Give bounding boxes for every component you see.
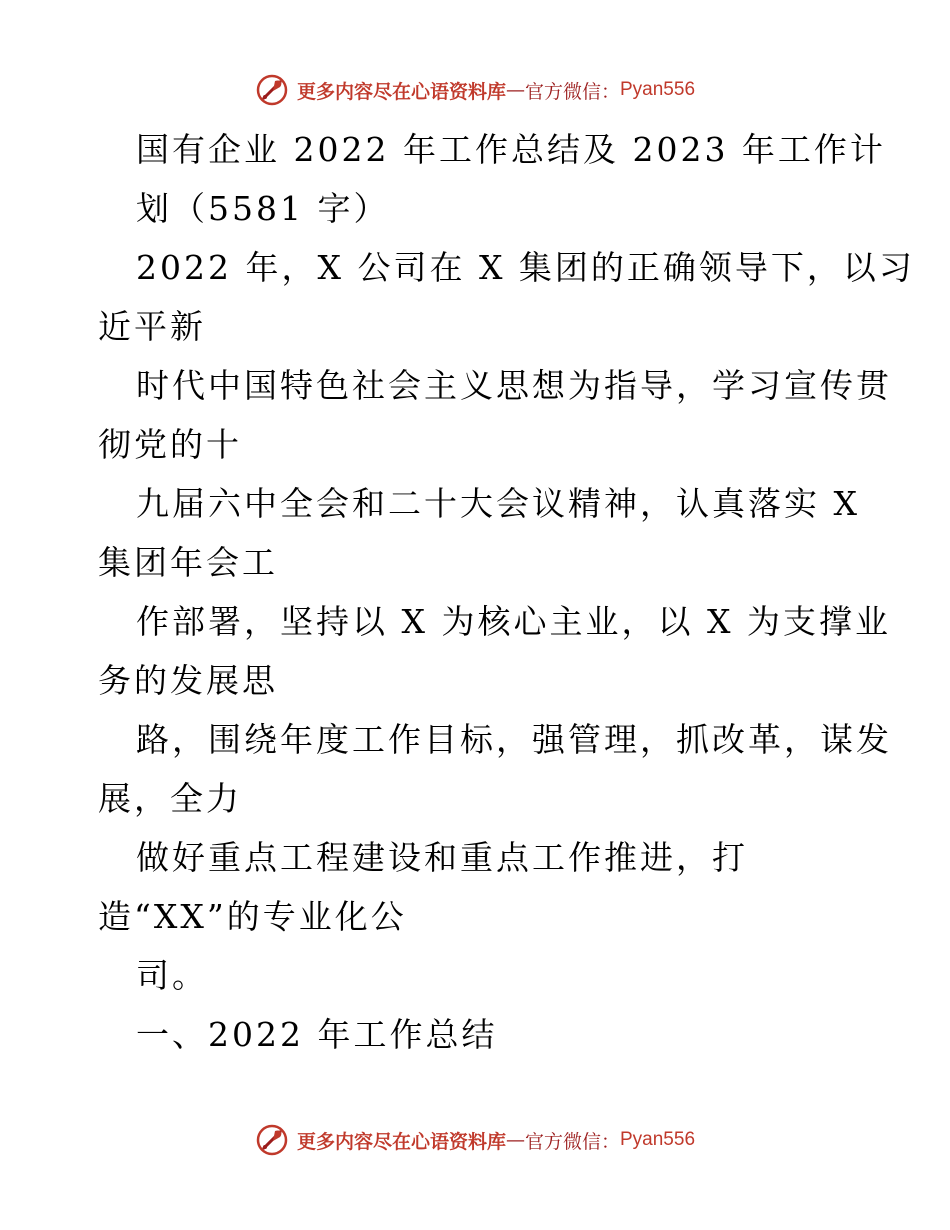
paragraph-line: 九届六中全会和二十大会议精神，认真落实 X bbox=[136, 484, 860, 523]
footer-banner-id: Pyan556 bbox=[620, 1129, 696, 1150]
section-heading: 一、2022 年工作总结 bbox=[136, 1015, 498, 1054]
document-title-line-1: 国有企业 2022 年工作总结及 2023 年工作计 bbox=[136, 130, 886, 169]
paragraph-line: 集团年会工 bbox=[98, 543, 278, 582]
quill-pen-circle-icon bbox=[255, 73, 289, 107]
header-banner-text bbox=[297, 77, 695, 104]
footer-banner-text bbox=[297, 1127, 695, 1154]
paragraph-line: 做好重点工程建设和重点工作推进，打 bbox=[136, 838, 748, 877]
document-body bbox=[98, 120, 915, 1064]
paragraph-line: 务的发展思 bbox=[98, 661, 278, 700]
footer-banner-main: 更多内容尽在心语资料库 bbox=[296, 1130, 506, 1153]
document-title-line-2: 划（5581 字） bbox=[136, 189, 390, 228]
header-banner-id: Pyan556 bbox=[620, 79, 696, 100]
footer-banner-tail: 官方微信： bbox=[524, 1130, 620, 1153]
header-banner-dash: — bbox=[505, 79, 525, 101]
footer-banner bbox=[0, 1123, 950, 1157]
header-banner-tail: 官方微信： bbox=[524, 80, 620, 103]
paragraph-line: 彻党的十 bbox=[98, 425, 242, 464]
footer-banner-dash: — bbox=[505, 1129, 525, 1151]
paragraph-line: 路，围绕年度工作目标，强管理，抓改革，谋发 bbox=[136, 720, 892, 759]
paragraph-line: 造“XX”的专业化公 bbox=[98, 897, 407, 936]
paragraph-line: 时代中国特色社会主义思想为指导，学习宣传贯 bbox=[136, 366, 892, 405]
header-banner bbox=[0, 73, 950, 107]
paragraph-line: 2022 年，X 公司在 X 集团的正确领导下，以习 bbox=[136, 248, 915, 287]
paragraph-line: 展，全力 bbox=[98, 779, 242, 818]
header-banner-main: 更多内容尽在心语资料库 bbox=[296, 80, 506, 103]
paragraph-line: 司。 bbox=[136, 956, 208, 995]
paragraph-line: 作部署，坚持以 X 为核心主业，以 X 为支撑业 bbox=[136, 602, 891, 641]
quill-pen-circle-icon bbox=[255, 1123, 289, 1157]
paragraph-line: 近平新 bbox=[98, 307, 206, 346]
